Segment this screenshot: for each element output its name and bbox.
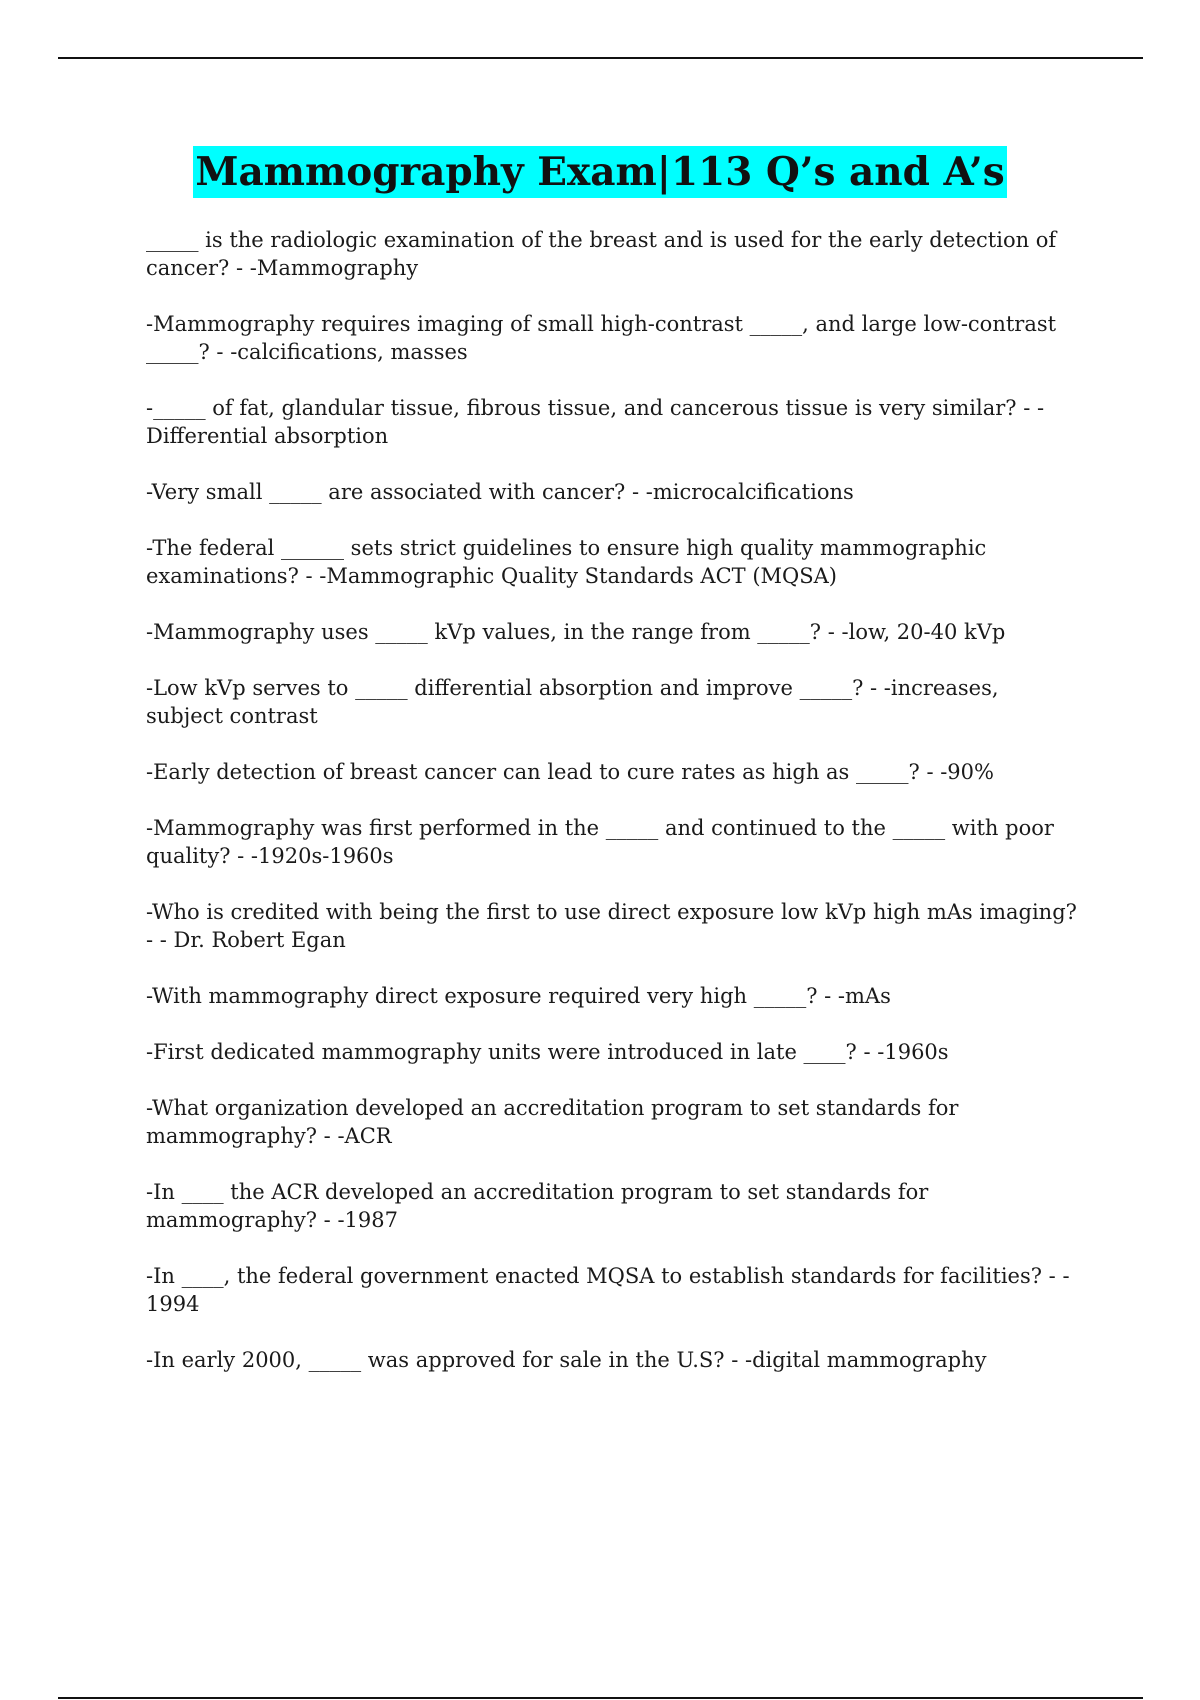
qa-item: -First dedicated mammography units were introduced in late ____? - -1960s	[146, 1040, 949, 1064]
qa-item: -Who is credited with being the first to use direct exposure low kVp high mAs imaging? - - Dr. Robert Egan	[146, 900, 1077, 952]
qa-item: -Mammography uses _____ kVp values, in the range from _____? - -low, 20-40 kVp	[146, 620, 1006, 644]
qa-item: -The federal ______ sets strict guidelines to ensure high quality mammographic examinations? - -Mammographic Quality Standards ACT (MQSA)	[146, 536, 987, 588]
qa-item: -With mammography direct exposure required very high _____? - -mAs	[146, 984, 891, 1008]
qa-item: -In ____, the federal government enacted MQSA to establish standards for facilities? - - 1994	[146, 1264, 1070, 1316]
top-rule	[58, 57, 1143, 59]
bottom-rule	[58, 1697, 1143, 1699]
qa-item: -What organization developed an accreditation program to set standards for mammography? - -ACR	[146, 1096, 959, 1148]
qa-item: _____ is the radiologic examination of the breast and is used for the early detection of cancer? - -Mammography	[146, 228, 1057, 280]
qa-item: -Low kVp serves to _____ differential absorption and improve _____? - -increases, subject contrast	[146, 676, 999, 728]
qa-item: -In ____ the ACR developed an accreditation program to set standards for mammography? - -1987	[146, 1180, 929, 1232]
qa-item: -Mammography requires imaging of small high-contrast _____, and large low-contrast _____? - -calcifications, masses	[146, 312, 1057, 364]
title-container	[0, 146, 1200, 198]
qa-item: -Early detection of breast cancer can lead to cure rates as high as _____? - -90%	[146, 760, 994, 784]
document-title: Mammography Exam|113 Q’s and A’s	[193, 146, 1006, 198]
qa-item: -In early 2000, _____ was approved for sale in the U.S? - -digital mammography	[146, 1348, 987, 1372]
qa-item: -Mammography was first performed in the _____ and continued to the _____ with poor quality? - -1920s-1960s	[146, 816, 1054, 868]
qa-list	[146, 226, 1081, 1402]
qa-item: -Very small _____ are associated with cancer? - -microcalcifications	[146, 480, 854, 504]
qa-item: -_____ of fat, glandular tissue, fibrous tissue, and cancerous tissue is very similar? - - Differential absorption	[146, 396, 1045, 448]
